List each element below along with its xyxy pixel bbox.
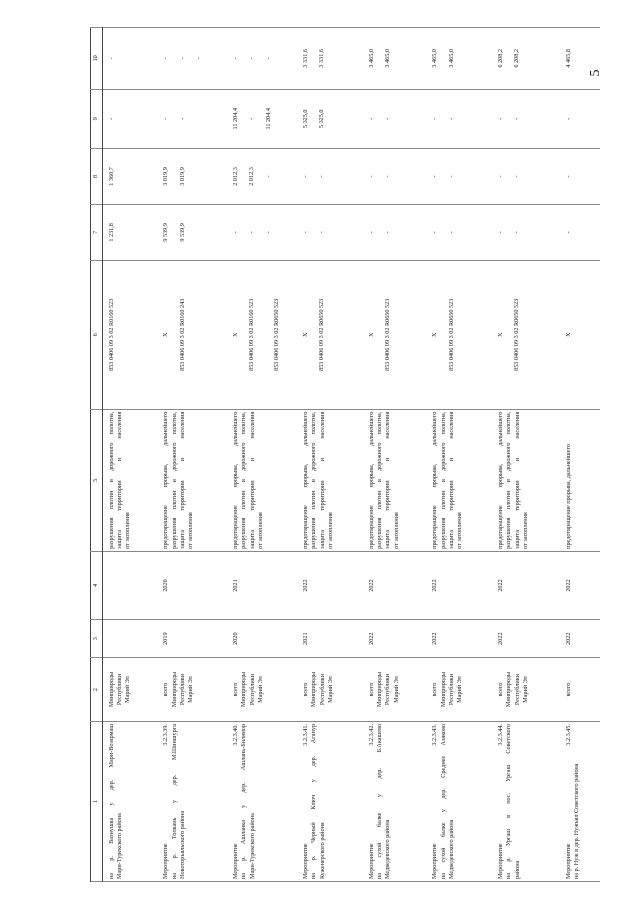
table-row (426, 28, 492, 882)
column-number-8: 8 (91, 148, 103, 204)
cell-line: всего (496, 682, 504, 697)
cell-line: Республики (116, 674, 123, 706)
cell-line: - (318, 231, 326, 234)
cell-line: X (564, 332, 572, 338)
cell-col10 (227, 28, 297, 90)
cell-col1 (227, 721, 297, 881)
cell-line: - (384, 117, 392, 120)
spacer (171, 92, 179, 146)
cell-col9 (363, 89, 427, 148)
cell-line: 1 231,8 (107, 223, 115, 242)
column-numbers-row (91, 28, 103, 882)
cell-line: - (178, 57, 186, 60)
cell-line: разрушения плотин и дорожного полотна, (505, 411, 513, 549)
cell-col4: 2022 (492, 551, 560, 619)
cell-line: - (248, 117, 256, 120)
cell-col10 (297, 28, 363, 90)
spacer (171, 207, 179, 258)
column-number-1: 1 (91, 721, 103, 881)
cell-col7 (560, 204, 600, 260)
cell-line: разрушения плотин и дорожного полотна, (240, 411, 248, 549)
cell-col6 (560, 260, 600, 409)
spacer (240, 151, 248, 202)
cell-line: Марий Эл (124, 676, 132, 703)
cell-line: - (513, 175, 521, 178)
cell-line: - (367, 175, 375, 178)
cell-line: всего (564, 682, 572, 697)
cell-line: разрушения плотин и дорожного полотна, (107, 411, 115, 549)
cell-line: 2 012,3 (232, 167, 240, 186)
cell-col6 (102, 260, 157, 409)
cell-col10 (102, 28, 157, 90)
cell-line: X (162, 332, 170, 338)
cell-line: защита территории и населения (513, 411, 521, 549)
cell-line: на р. Вазнушка у дер. Мари-Возармаш (107, 723, 115, 879)
cell-line: Мероприятие 3.2.3.41. (302, 723, 310, 879)
cell-line: - (302, 175, 310, 178)
cell-col6 (297, 260, 363, 409)
cell-line: - (431, 117, 439, 120)
cell-line: предотвращение прорыва, дальнейшего (302, 411, 310, 549)
cell-line: Республики (178, 674, 186, 706)
cell-col3: 2020 (227, 620, 297, 658)
cell-col4: 2022 (297, 551, 363, 619)
cell-col3: 2019 (157, 620, 227, 658)
spacer (376, 207, 384, 258)
cell-line: - (248, 57, 256, 60)
cell-line: 5 325,0 (302, 109, 310, 129)
cell-line: на р. Топкань у дер. М.Шиншурга (170, 723, 178, 879)
cell-line: 853 0406 09 3 02 R0650 523 (447, 298, 455, 371)
cell-col10 (426, 28, 492, 90)
cell-line: - (564, 231, 572, 234)
table-row (227, 28, 297, 882)
cell-line: 11 204,4 (264, 108, 272, 130)
cell-line: разрушения плотин и дорожного полотна, (376, 411, 384, 549)
spacer (505, 151, 513, 202)
cell-col9 (227, 89, 297, 148)
cell-col4: 2022 (363, 551, 427, 619)
cell-line: - (513, 117, 521, 120)
cell-col3: 2022 (560, 620, 600, 658)
cell-line: 3 465,0 (431, 49, 439, 68)
cell-col10 (363, 28, 427, 90)
cell-line: защита территории и населения (384, 411, 392, 549)
cell-line: предотвращение прорыва, дальнейшего (564, 444, 572, 549)
cell-line: всего (431, 682, 439, 697)
cell-col8 (426, 148, 492, 204)
cell-col9 (157, 89, 227, 148)
cell-line: на р. Ашланка у дер. Ашлань-Билямор (240, 723, 248, 879)
spacer (240, 263, 248, 407)
cell-line: Марий Эл (327, 676, 335, 703)
cell-line: 9 539,9 (162, 223, 170, 242)
cell-col8 (560, 148, 600, 204)
cell-line: 853 0406 09 3 02 R0650 523 (272, 298, 280, 371)
cell-line: - (496, 117, 504, 120)
cell-line: защита территории и населения (318, 411, 326, 549)
cell-line: 6 208,2 (513, 49, 521, 68)
cell-col2 (363, 658, 427, 722)
cell-col8 (297, 148, 363, 204)
column-number-5: 5 (91, 409, 103, 551)
cell-line: Минприроды (170, 671, 178, 708)
spacer (171, 263, 179, 407)
spacer (310, 263, 318, 407)
cell-col6 (157, 260, 227, 409)
cell-col4: 2022 (426, 551, 492, 619)
cell-line: на р. Черный Ключ у дер. Аганур (310, 723, 318, 879)
cell-col3: 2022 (492, 620, 560, 658)
cell-line: района (513, 860, 521, 879)
cell-line: Мероприятие 3.2.3.40. (232, 723, 240, 879)
cell-line: защита территории и населения (116, 411, 123, 549)
cell-col2 (560, 658, 600, 722)
cell-line: на сухой балке у дер. Б.Акашево (376, 723, 384, 879)
cell-line: от затопления (257, 512, 265, 549)
column-number-9: 9 (91, 89, 103, 148)
cell-line: Марий Эл (187, 676, 195, 703)
cell-line: 853 0406 09 3 02 R0650 523 (513, 298, 521, 371)
spacer (376, 92, 384, 146)
cell-line: X (232, 332, 240, 338)
cell-col7 (227, 204, 297, 260)
cell-line: от затопления (187, 512, 195, 549)
column-number-7: 7 (91, 204, 103, 260)
spacer (265, 263, 273, 407)
cell-line: - (264, 175, 272, 178)
cell-line: - (367, 117, 375, 120)
table-body (91, 28, 601, 882)
cell-line: - (513, 231, 521, 234)
cell-line: - (384, 231, 392, 234)
cell-col1 (102, 721, 157, 881)
cell-line: защита территории и населения (447, 411, 455, 549)
cell-col1 (426, 721, 492, 881)
cell-col9 (297, 89, 363, 148)
cell-col1 (492, 721, 560, 881)
cell-line: - (162, 117, 170, 120)
cell-line: - (232, 57, 240, 60)
cell-line: разрушения плотин и дорожного полотна, (170, 411, 178, 549)
spacer (440, 151, 448, 202)
cell-line: - (384, 175, 392, 178)
cell-line: - (178, 117, 186, 120)
cell-line: Минприроды (439, 671, 447, 708)
cell-line: - (431, 231, 439, 234)
spacer (240, 30, 248, 87)
cell-line: 3 331,6 (302, 49, 310, 68)
cell-line: - (447, 175, 455, 178)
spacer (257, 207, 265, 258)
cell-line: - (248, 231, 256, 234)
cell-col3: 2021 (297, 620, 363, 658)
page-number: 5 (588, 69, 603, 77)
cell-line: предотвращение прорыва, дальнейшего (431, 411, 439, 549)
cell-line: - (431, 175, 439, 178)
spacer (171, 151, 179, 202)
cell-line: - (194, 57, 202, 60)
cell-line: - (564, 175, 572, 178)
cell-col2 (102, 658, 157, 722)
program-activities-table (90, 27, 600, 882)
cell-line: всего (232, 682, 240, 697)
cell-line: Минприроды (505, 671, 513, 708)
cell-col3: 2022 (363, 620, 427, 658)
cell-line: на р. Ургаш в пос. Ургаш Советского (505, 723, 513, 879)
cell-col5 (102, 409, 157, 551)
cell-line: - (367, 231, 375, 234)
cell-line: - (564, 117, 572, 120)
cell-line: всего (162, 682, 170, 697)
spacer (257, 92, 265, 146)
spacer (171, 30, 179, 87)
spacer (187, 30, 195, 87)
cell-col5 (426, 409, 492, 551)
cell-col4: 2021 (227, 551, 297, 619)
cell-col5 (157, 409, 227, 551)
spacer (240, 207, 248, 258)
cell-col8 (157, 148, 227, 204)
cell-line: Минприроды (240, 671, 248, 708)
cell-line: Республики (248, 674, 256, 706)
cell-line: 4 465,8 (564, 49, 572, 68)
cell-line: от затопления (327, 512, 335, 549)
column-number-4: 4 (91, 551, 103, 619)
spacer (257, 151, 265, 202)
cell-col4 (102, 551, 157, 619)
cell-col1 (363, 721, 427, 881)
cell-line: - (107, 57, 115, 60)
cell-line: Республики (513, 674, 521, 706)
cell-line: 9 539,9 (178, 223, 186, 242)
table-row (363, 28, 427, 882)
cell-line: X (367, 332, 375, 338)
spacer (440, 263, 448, 407)
column-number-2: 2 (91, 658, 103, 722)
cell-line: X (302, 332, 310, 338)
cell-line: 853 0406 09 3 02 R0160 243 (178, 298, 186, 371)
spacer (376, 151, 384, 202)
cell-line: Мероприятие 3.2.3.39. (162, 723, 170, 879)
cell-line: 3 019,9 (162, 167, 170, 186)
cell-col5 (363, 409, 427, 551)
cell-line: 3 019,9 (178, 167, 186, 186)
cell-col1 (560, 721, 600, 881)
cell-col5 (560, 409, 600, 551)
cell-line: Новоторъяльского района (178, 810, 186, 879)
spacer (505, 30, 513, 87)
cell-line: Республики (384, 674, 392, 706)
cell-col5 (297, 409, 363, 551)
cell-line: от затопления (522, 512, 529, 549)
cell-col5 (227, 409, 297, 551)
cell-line: Мероприятие 3.2.3.43. (431, 723, 439, 879)
spacer (440, 92, 448, 146)
cell-line: 853 0406 09 3 02 R0650 523 (384, 298, 392, 371)
spacer (310, 30, 318, 87)
spacer (505, 207, 513, 258)
cell-line: Мероприятие 3.2.3.42. (367, 723, 375, 879)
cell-line: Республики (447, 674, 455, 706)
table-row (560, 28, 600, 882)
spacer (505, 92, 513, 146)
spacer (376, 30, 384, 87)
table-row (492, 28, 560, 882)
cell-line: 6 208,2 (496, 49, 504, 68)
cell-col4: 2020 (157, 551, 227, 619)
cell-col9 (426, 89, 492, 148)
cell-line: - (447, 117, 455, 120)
spacer (310, 92, 318, 146)
spacer (257, 30, 265, 87)
table-row (157, 28, 227, 882)
cell-col9 (102, 89, 157, 148)
cell-col10 (157, 28, 227, 90)
cell-line: Марий Эл (392, 676, 400, 703)
cell-line: - (107, 117, 115, 120)
cell-line: Мероприятие 3.2.3.44. (496, 723, 504, 879)
cell-line: - (496, 231, 504, 234)
cell-line: защита территории и населения (178, 411, 186, 549)
cell-col2 (426, 658, 492, 722)
spacer (505, 263, 513, 407)
cell-col2 (157, 658, 227, 722)
cell-col5 (492, 409, 560, 551)
cell-col10 (492, 28, 560, 90)
spacer (310, 207, 318, 258)
cell-line: предотвращение прорыва, дальнейшего (162, 411, 170, 549)
cell-line: - (232, 231, 240, 234)
cell-line: 5 325,0 (318, 109, 326, 129)
cell-col8 (363, 148, 427, 204)
column-number-3: 3 (91, 620, 103, 658)
cell-line: 853 0406 09 3 02 R0160 523 (248, 298, 256, 371)
spacer (310, 151, 318, 202)
cell-line: Марий Эл (456, 676, 464, 703)
cell-col9 (560, 89, 600, 148)
cell-col7 (426, 204, 492, 260)
cell-line: Мероприятие 3.2.3.45. (564, 723, 572, 879)
cell-col3: 2022 (426, 620, 492, 658)
cell-line: предотвращение прорыва, дальнейшего (496, 411, 504, 549)
cell-line: - (264, 231, 272, 234)
cell-col2 (492, 658, 560, 722)
cell-col7 (363, 204, 427, 260)
cell-line: Медведевского района (384, 819, 392, 879)
cell-line: - (264, 57, 272, 60)
cell-line: от затопления (124, 512, 132, 549)
cell-line: от затопления (392, 512, 400, 549)
cell-line: 2 012,3 (248, 167, 256, 186)
cell-col1 (157, 721, 227, 881)
cell-line: Минприроды (107, 671, 115, 708)
cell-col8 (102, 148, 157, 204)
column-number-6: 6 (91, 260, 103, 409)
cell-line: всего (367, 682, 375, 697)
cell-line: - (162, 57, 170, 60)
cell-line: X (496, 332, 504, 338)
cell-col7 (102, 204, 157, 260)
cell-col7 (492, 204, 560, 260)
cell-line: 1 360,7 (107, 167, 115, 186)
cell-line: 3 465,0 (384, 49, 392, 68)
cell-line: Минприроды (376, 671, 384, 708)
cell-line: 3 465,0 (447, 49, 455, 68)
column-number-10: 10 (91, 28, 103, 90)
cell-line: предотвращение прорыва, дальнейшего (367, 411, 375, 549)
cell-col6 (426, 260, 492, 409)
table-row (102, 28, 157, 882)
cell-col6 (492, 260, 560, 409)
cell-line: Марий Эл (522, 676, 529, 703)
cell-col1 (297, 721, 363, 881)
cell-line: X (431, 332, 439, 338)
spacer (257, 263, 265, 407)
cell-line: - (496, 175, 504, 178)
cell-line: всего (302, 682, 310, 697)
cell-line: 3 465,0 (367, 49, 375, 68)
cell-col10 (560, 28, 600, 90)
cell-col9 (492, 89, 560, 148)
cell-line: 3 331,6 (318, 49, 326, 68)
cell-line: на р. Нуж в дер. Нужъял Советского района (573, 763, 581, 879)
cell-line: Мари-Турекского района (248, 813, 256, 879)
cell-line: разрушения плотин и дорожного полотна, (439, 411, 447, 549)
cell-line: Марий Эл (257, 676, 265, 703)
cell-line: от затопления (456, 512, 464, 549)
spacer (240, 92, 248, 146)
cell-line: 853 0406 09 3 02 R0650 523 (318, 298, 326, 371)
cell-line: Республики (318, 674, 326, 706)
cell-col2 (227, 658, 297, 722)
cell-col3 (102, 620, 157, 658)
spacer (440, 30, 448, 87)
cell-col7 (157, 204, 227, 260)
cell-line: Медведевского района (447, 819, 455, 879)
cell-line: - (447, 231, 455, 234)
cell-line: разрушения плотин и дорожного полотна, (310, 411, 318, 549)
cell-col4: 2022 (560, 551, 600, 619)
cell-col7 (297, 204, 363, 260)
cell-line: предотвращение прорыва, дальнейшего (232, 411, 240, 549)
cell-line: - (302, 231, 310, 234)
cell-line: Куженерского района (318, 822, 326, 879)
cell-col6 (363, 260, 427, 409)
cell-line: 853 0406 09 3 02 R0160 523 (107, 298, 115, 371)
cell-col2 (297, 658, 363, 722)
cell-line: - (318, 175, 326, 178)
cell-line: на сухой балке у дер. Среднее Азяково (439, 723, 447, 879)
cell-line: 11 204,4 (232, 108, 240, 130)
spacer (376, 263, 384, 407)
table-row (297, 28, 363, 882)
cell-line: Минприроды (310, 671, 318, 708)
cell-line: защита территории и населения (248, 411, 256, 549)
cell-col8 (227, 148, 297, 204)
cell-line: Мари-Турекского района (116, 813, 123, 879)
cell-col6 (227, 260, 297, 409)
spacer (440, 207, 448, 258)
cell-col8 (492, 148, 560, 204)
